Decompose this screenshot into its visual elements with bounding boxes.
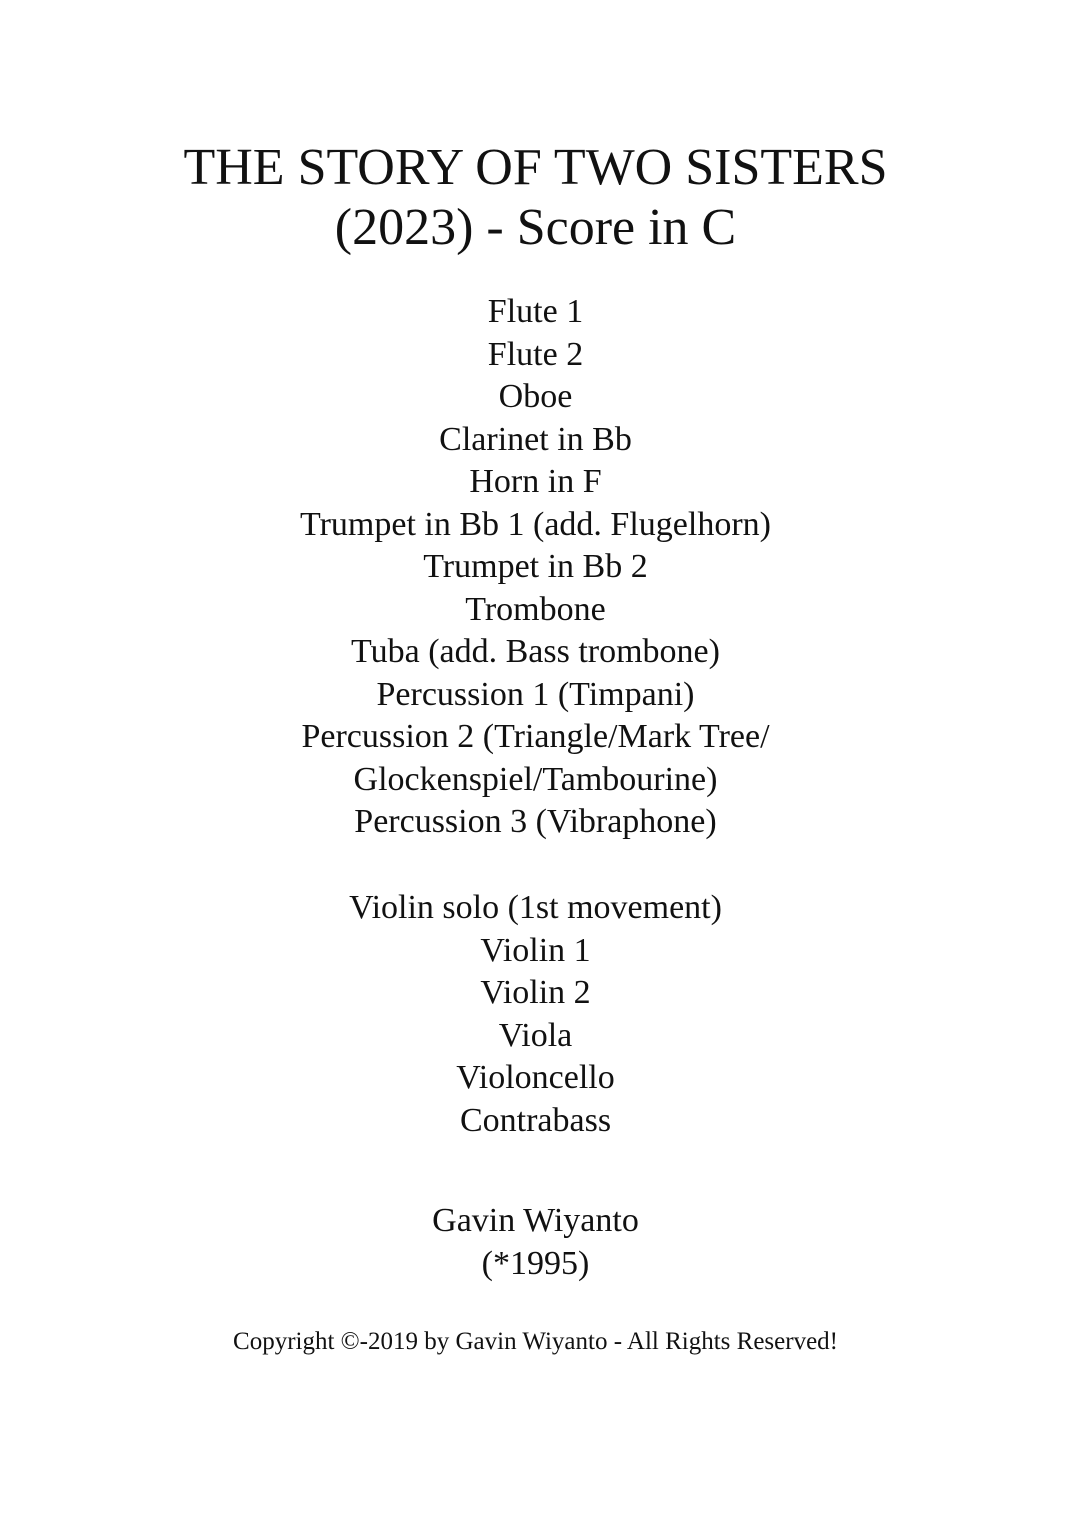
instrument-item: Horn in F [469,463,602,500]
instrument-item: Flute 2 [487,335,584,373]
instrument-item: Glockenspiel/Tambourine) [353,760,718,798]
instrument-item: Clarinet in Bb [439,420,632,458]
winds-percussion-list [0,291,1071,844]
composer-name: Gavin Wiyanto [432,1202,639,1239]
instrument-item: Trumpet in Bb 1 (add. Flugelhorn) [300,505,771,543]
title-line-1: THE STORY OF TWO SISTERS [183,139,888,196]
instrument-item: Tuba (add. Bass trombone) [351,633,720,670]
instrument-item: Trombone [465,590,606,628]
composer-block [0,1200,1071,1285]
instrument-item: Percussion 3 (Vibraphone) [354,803,717,840]
instrument-item: Percussion 1 (Timpani) [376,675,695,713]
instrument-item: Violin 1 [480,931,591,969]
title-line-2: (2023) - Score in C [334,199,737,256]
instrument-item: Oboe [498,378,573,415]
instrument-item: Flute 1 [487,293,584,330]
instrument-item: Contrabass [459,1101,612,1139]
instrument-item: Trumpet in Bb 2 [423,548,648,585]
page-title [0,138,1071,258]
instrument-item: Violin solo (1st movement) [349,889,722,926]
instrument-item: Viola [498,1016,573,1054]
strings-list [0,887,1071,1142]
composer-birth-year: (*1995) [481,1244,590,1282]
instrument-item: Violin 2 [480,974,591,1011]
copyright-notice: Copyright ©-2019 by Gavin Wiyanto - All Rights Reserved! [233,1328,838,1355]
instrument-item: Violoncello [456,1059,615,1096]
instrument-item: Percussion 2 (Triangle/Mark Tree/ [301,718,770,755]
